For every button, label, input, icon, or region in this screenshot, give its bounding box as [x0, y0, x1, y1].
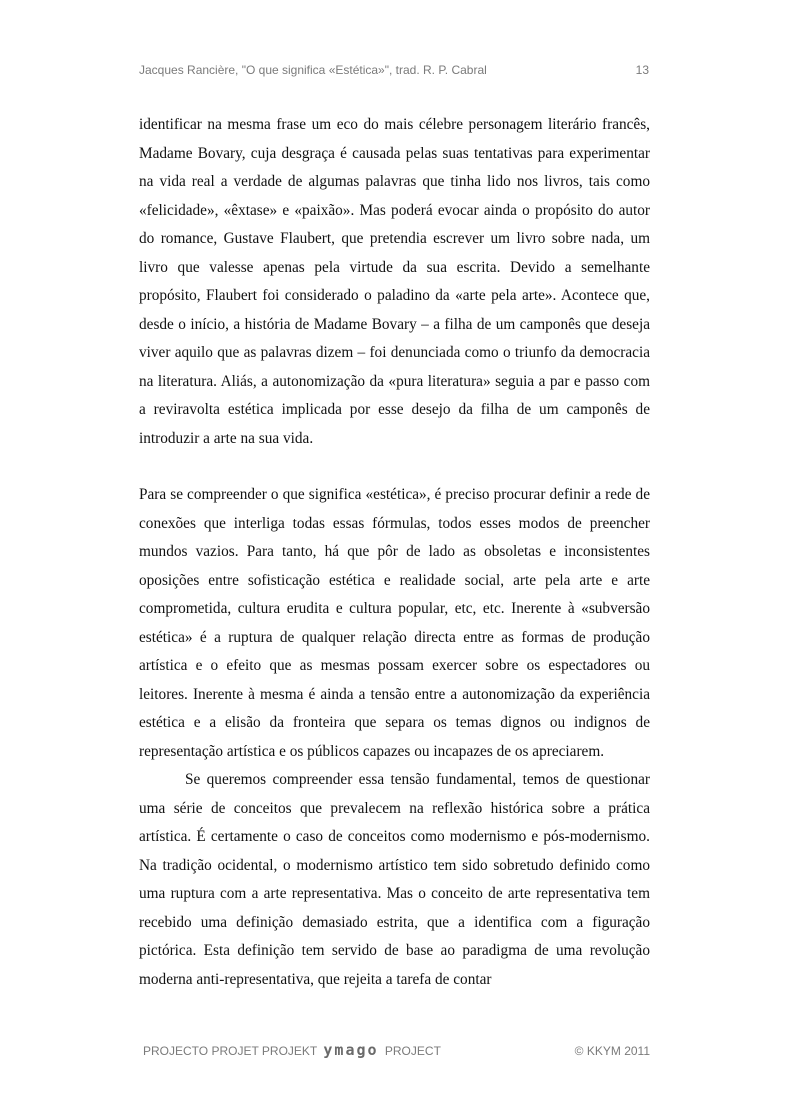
- paragraph: identificar na mesma frase um eco do mais célebre personagem literário francês, Madame Bovary, cuja desgraça é causada pelas suas tentativas para experimentar na vida real a verdade de algumas palavras que tinha lido nos livros, tais como «felicidade», «êxtase» e «paixão». Mas poderá evocar ainda o propósito do autor do romance, Gustave Flaubert, que pretendia escrever um livro sobre nada, um livro que valesse apenas pela virtude da sua escrita. Devido a semelhante propósito, Flaubert foi considerado o paladino da «arte pela arte». Acontece que, desde o início, a história de Madame Bovary – a filha de um camponês que deseja viver aquilo que as palavras dizem – foi denunciada como o triunfo da democracia na literatura. Aliás, a autonomização da «pura literatura» seguia a par e passo com a reviravolta estética implicada por esse desejo da filha de um camponês de introduzir a arte na sua vida.: [139, 116, 650, 447]
- footer-project-line: [143, 1041, 441, 1059]
- header-citation: Jacques Rancière, "O que significa «Estética»", trad. R. P. Cabral: [139, 63, 487, 77]
- body-text: [139, 111, 650, 994]
- footer-copyright: © KKYM 2011: [574, 1044, 650, 1058]
- paragraph: Se queremos compreender essa tensão fundamental, temos de questionar uma série de conceitos que prevalecem na reflexão histórica sobre a prática artística. É certamente o caso de conceitos como modernismo e pós-modernismo. Na tradição ocidental, o modernismo artístico tem sido sobretudo definido como uma ruptura com a arte representativa. Mas o conceito de arte representativa tem recebido uma definição demasiado estrita, que a identifica com a figuração pictórica. Esta definição tem servido de base ao paradigma de uma revolução moderna anti-representativa, que rejeita a tarefa de contar: [139, 771, 650, 988]
- footer-suffix: PROJECT: [384, 1044, 441, 1058]
- running-header: [139, 63, 649, 77]
- ymago-logo: ymago: [323, 1041, 379, 1059]
- footer-prefix: PROJECTO PROJET PROJEKT: [143, 1044, 318, 1058]
- paragraph: Para se compreender o que significa «estética», é preciso procurar definir a rede de conexões que interliga todas essas fórmulas, todos esses modos de preencher mundos vazios. Para tanto, há que pôr de lado as obsoletas e inconsistentes oposições entre sofisticação estética e realidade social, arte pela arte e arte comprometida, cultura erudita e cultura popular, etc, etc. Inerente à «subversão estética» é a ruptura de qualquer relação directa entre as formas de produção artística e o efeito que as mesmas possam exercer sobre os espectadores ou leitores. Inerente à mesma é ainda a tensão entre a autonomização da experiência estética e a elisão da fronteira que separa os temas dignos ou indignos de representação artística e os públicos capazes ou incapazes de os apreciarem.: [139, 486, 650, 760]
- running-footer: [143, 1041, 650, 1059]
- page-number: 13: [635, 63, 649, 77]
